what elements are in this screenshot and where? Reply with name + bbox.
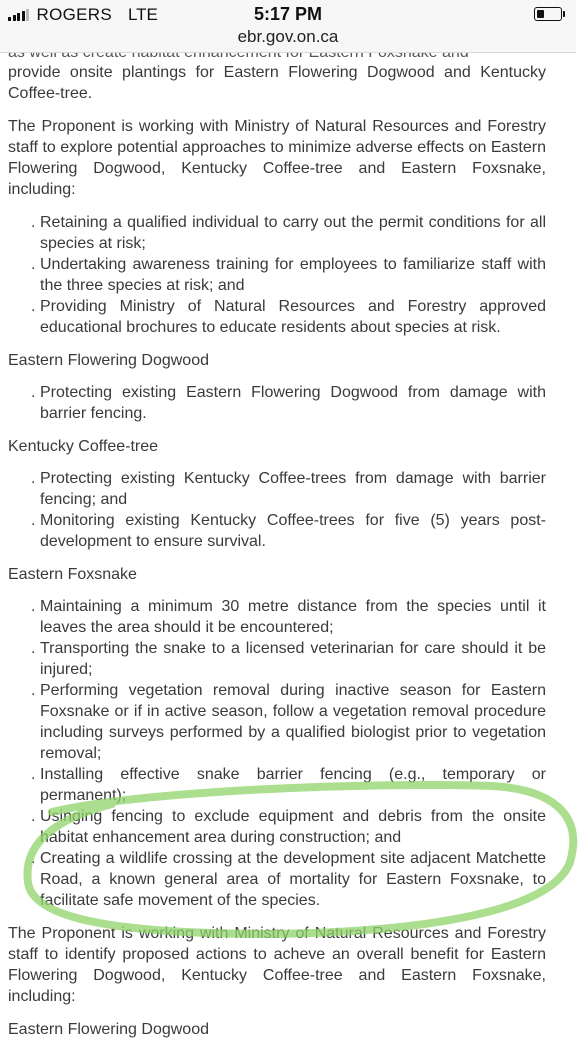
intro-paragraph-tail: provide onsite plantings for Eastern Flowering Dogwood and Kentucky Coffee-tree.: [8, 64, 546, 102]
coffee-tree-measures-list: [8, 468, 546, 552]
heading-foxsnake: Eastern Foxsnake: [8, 566, 137, 583]
battery-icon: [534, 7, 562, 21]
list-item: . Transporting the snake to a licensed veterinarian for care should it be injured;: [40, 638, 546, 680]
address-bar-url[interactable]: ebr.gov.on.ca: [237, 27, 339, 46]
carrier-name: ROGERS: [36, 5, 112, 24]
heading-dogwood-2: Eastern Flowering Dogwood: [8, 1021, 209, 1038]
list-item: . Performing vegetation removal during inactive season for Eastern Foxsnake or if in active season, follow a vegetation removal procedure including surveys performed by a qualified biologist prior to vegetation removal;: [40, 680, 546, 764]
list-item: . Monitoring existing Kentucky Coffee-trees for five (5) years post-development to ensure survival.: [40, 510, 546, 552]
general-measures-list: [8, 212, 546, 338]
list-item: . Protecting existing Eastern Flowering Dogwood from damage with barrier fencing.: [40, 382, 546, 424]
foxsnake-measures-list: [8, 596, 546, 911]
benefit-paragraph: The Proponent is working with Ministry of Natural Resources and Forestry staff to identify proposed actions to acheve an overall benefit for Eastern Flowering Dogwood, Kentucky Coffee-tree and Eastern Foxsnake, including:: [8, 925, 546, 1005]
list-item: . Providing Ministry of Natural Resources and Forestry approved educational brochures to educate residents about species at risk.: [40, 296, 546, 338]
dogwood-measures-list: [8, 382, 546, 424]
list-item: . Protecting existing Kentucky Coffee-trees from damage with barrier fencing; and: [40, 468, 546, 510]
list-item: . Installing effective snake barrier fencing (e.g., temporary or permanent);: [40, 764, 546, 806]
network-type: LTE: [127, 5, 158, 24]
battery-level: [537, 10, 544, 18]
list-item: . Retaining a qualified individual to carry out the permit conditions for all species at risk;: [40, 212, 546, 254]
list-item: . Maintaining a minimum 30 metre distance from the species until it leaves the area should it be encountered;: [40, 596, 546, 638]
list-item: . Creating a wildlife crossing at the development site adjacent Matchette Road, a known general area of mortality for Eastern Foxsnake, to facilitate safe movement of the species.: [40, 848, 546, 911]
list-item: . Usinging fencing to exclude equipment and debris from the onsite habitat enhancement area during construction; and: [40, 806, 546, 848]
heading-dogwood: Eastern Flowering Dogwood: [8, 352, 209, 369]
article-body: [8, 62, 546, 1051]
heading-coffee-tree: Kentucky Coffee-tree: [8, 438, 159, 455]
list-item: . Undertaking awareness training for employees to familiarize staff with the three species at risk; and: [40, 254, 546, 296]
measures-paragraph: The Proponent is working with Ministry of Natural Resources and Forestry staff to explore potential approaches to minimize adverse effects on Eastern Flowering Dogwood, Kentucky Coffee-tree and Eastern Foxsnake, including:: [8, 118, 546, 198]
status-bar: [0, 0, 576, 53]
clock: 5:17 PM: [253, 4, 323, 24]
